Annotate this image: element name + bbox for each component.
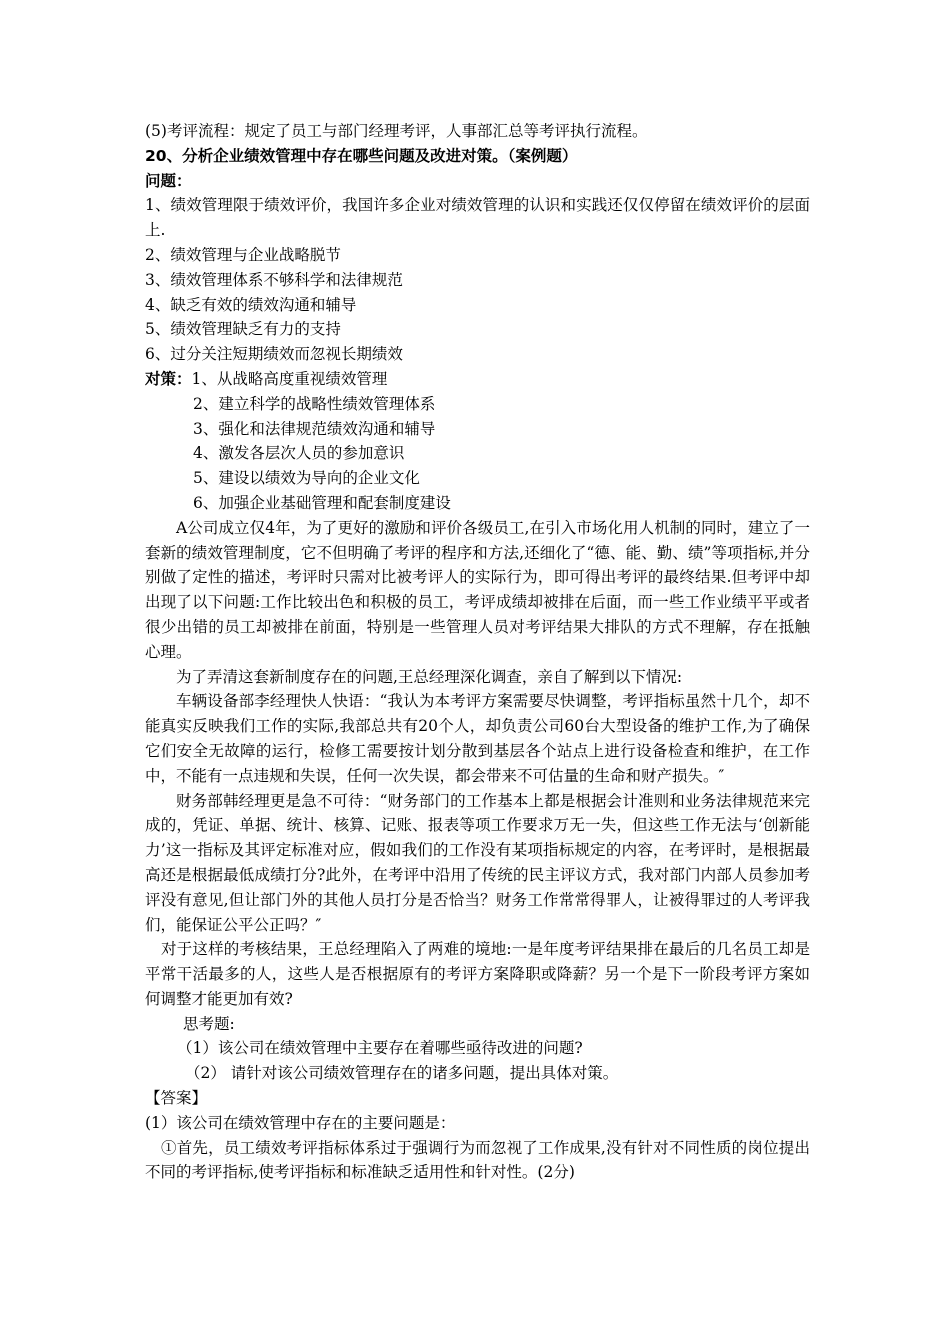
case-paragraph-3: 车辆设备部李经理快人快语：“我认为本考评方案需要尽快调整，考评指标虽然十几个，却不能真实反映我们工作的实际,我部总共有20个人，却负责公司60台大型设备的维护工作,为了确保它们安全无故障的运行，检修工需要按计划分散到基层各个站点上进行设备检查和维护，在工作中，不能有一点违规和失误，任何一次失误，都会带来不可估量的生命和财产损失。″ [145, 692, 810, 785]
problem-item-4: 4、缺乏有效的绩效沟通和辅导 [145, 295, 357, 314]
problem-item-6: 6、过分关注短期绩效而忽视长期绩效 [145, 345, 403, 364]
strategy-item-5: 5、建设以绩效为导向的企业文化 [193, 469, 420, 488]
problems-label: 问题： [145, 171, 192, 190]
problem-item-2: 2、绩效管理与企业战略脱节 [145, 245, 341, 264]
flow-line: (5)考评流程：规定了员工与部门经理考评，人事部汇总等考评执行流程。 [145, 122, 648, 140]
case-paragraph-5: 对于这样的考核结果，王总经理陷入了两难的境地:一是年度考评结果排在最后的几名员工却是平常干活最多的人，这些人是否根据原有的考评方案降职或降薪？另一个是下一阶段考评方案如何调整才能更加有效? [145, 940, 810, 1008]
case-paragraph-4: 财务部韩经理更是急不可待：“财务部门的工作基本上都是根据会计准则和业务法律规范来完成的，凭证、单据、统计、核算、记账、报表等项工作要求万无一失，但这些工作无法与‘创新能力’这一指标及其评定标准对应，假如我们的工作没有某项指标规定的内容，在考评时，是根据最高还是根据最低成绩打分?此外，在考评中沿用了传统的民主评议方式，我对部门内部人员参加考评没有意见,但让部门外的其他人员打分是否恰当？财务工作常常得罪人，让被得罪过的人考评我们，能保证公平公正吗？″ [145, 791, 810, 934]
problem-item-1: 1、绩效管理限于绩效评价，我国许多企业对绩效管理的认识和实践还仅仅停留在绩效评价的层面上. [145, 196, 810, 240]
answer-item-1: ①首先，员工绩效考评指标体系过于强调行为而忽视了工作成果,没有针对不同性质的岗位提出不同的考评指标,使考评指标和标准缺乏适用性和针对性。(2分) [145, 1138, 810, 1182]
think-label: 思考题: [183, 1014, 235, 1033]
strategy-first-line [145, 367, 810, 392]
document-page [145, 119, 810, 1185]
strategy-item-2: 2、建立科学的战略性绩效管理体系 [193, 394, 436, 413]
strategy-item-6: 6、加强企业基础管理和配套制度建设 [193, 493, 451, 512]
strategy-item-1: 1、从战略高度重视绩效管理 [191, 369, 388, 388]
case-paragraph-2: 为了弄清这套新制度存在的问题,王总经理深化调查，亲自了解到以下情况: [176, 667, 683, 686]
strategy-item-4: 4、激发各层次人员的参加意识 [193, 444, 405, 463]
question-2: （2） 请针对该公司绩效管理存在的诸多问题，提出具体对策。 [185, 1064, 619, 1083]
case-paragraph-1: A公司成立仅4年，为了更好的激励和评价各级员工,在引入市场化用人机制的同时，建立了一套新的绩效管理制度，它不但明确了考评的程序和方法,还细化了“德、能、勤、绩”等项指标,并分别做了定性的描述，考评时只需对比被考评人的实际行为，即可得出考评的最终结果.但考评中却出现了以下问题:工作比较出色和积极的员工，考评成绩却被排在后面，而一些工作业绩平平或者很少出错的员工却被排在前面，特别是一些管理人员对考评结果大排队的方式不理解，存在抵触心理。 [145, 518, 810, 661]
strategy-item-3: 3、强化和法律规范绩效沟通和辅导 [193, 419, 436, 438]
problem-item-3: 3、绩效管理体系不够科学和法律规范 [145, 270, 403, 289]
question-1: （1）该公司在绩效管理中主要存在着哪些亟待改进的问题? [177, 1039, 583, 1058]
strategy-label: 对策： [145, 369, 192, 388]
problem-item-5: 5、绩效管理缺乏有力的支持 [145, 320, 341, 339]
answer-intro: (1）该公司在绩效管理中存在的主要问题是： [145, 1113, 456, 1132]
question-heading: 20、分析企业绩效管理中存在哪些问题及改进对策。（案例题） [145, 146, 578, 165]
answer-label: 【答案】 [145, 1089, 208, 1108]
